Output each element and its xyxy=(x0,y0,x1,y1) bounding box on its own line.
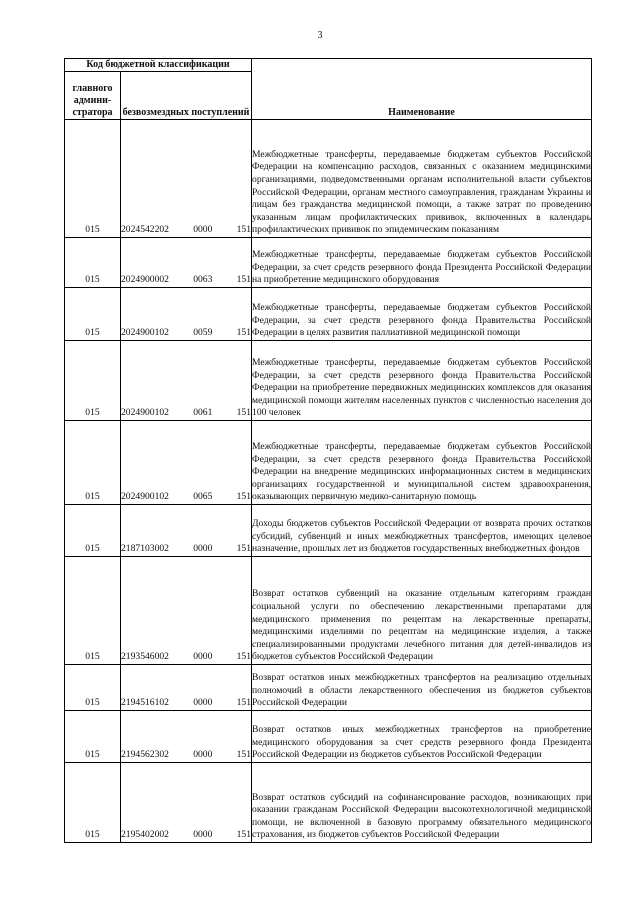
name-text: Возврат остатков субсидий на софинансирование расходов, возникающих при оказании гражданам Российской Федерации высокотехнологичной медицинской помощи, не включенной в базовую программу обязательного медицинского страхования, из бюджетов субъектов Российской Федерации xyxy=(252,791,592,841)
admin-code-cell: 015 xyxy=(65,341,121,421)
name-text: Межбюджетные трансферты, передаваемые бюджетам субъектов Российской Федерации, за счет средств резервного фонда Правительства Российской Федерации на приобретение передвижных медицинских комплексов для оказания медицинской помощи жителям населенных пунктов с численностью населения до 100 человек xyxy=(252,357,592,419)
code-kosgu: 151 xyxy=(236,829,252,841)
revenue-code-cell xyxy=(121,288,252,341)
name-text: Межбюджетные трансферты, передаваемые бюджетам субъектов Российской Федерации, за счет средств резервного фонда Правительства Российской Федерации в целях развития паллиативной медицинской помощи xyxy=(252,302,592,339)
code-main: 2194562302 xyxy=(121,749,169,761)
revenue-code-cell xyxy=(121,238,252,288)
code-sub: 0000 xyxy=(193,829,213,841)
name-text: Возврат остатков субвенций на оказание отдельным категориям граждан социальной услуги по обеспечению лекарственными препаратами для медицинского применения по рецептам на лекарственные препараты, медицинскими изделиями по рецептам на медицинские изделия, а также специализированными продуктами лечебного питания для детей-инвалидов из бюджетов субъектов Российской Федерации xyxy=(252,588,592,663)
code-kosgu: 151 xyxy=(236,407,252,419)
name-text: Доходы бюджетов субъектов Российской Федерации от возврата прочих остатков субсидий, субвенций и иных межбюджетных трансфертов, имеющих целевое назначение, прошлых лет из бюджетов государственных внебюджетных фондов xyxy=(252,518,592,555)
header-name: Наименование xyxy=(252,59,592,120)
code-main: 2024542202 xyxy=(121,224,169,236)
admin-code-cell: 015 xyxy=(65,557,121,665)
admin-code-cell: 015 xyxy=(65,505,121,557)
name-cell xyxy=(252,341,592,421)
code-kosgu: 151 xyxy=(236,749,252,761)
name-cell xyxy=(252,557,592,665)
table-row xyxy=(65,711,592,763)
code-kosgu: 151 xyxy=(236,697,252,709)
code-main: 2194516102 xyxy=(121,697,169,709)
code-main: 2024900102 xyxy=(121,407,169,419)
code-sub: 0000 xyxy=(193,543,213,555)
code-sub: 0000 xyxy=(193,697,213,709)
revenue-code-cell xyxy=(121,711,252,763)
code-kosgu: 151 xyxy=(236,274,252,286)
code-sub: 0065 xyxy=(193,491,213,503)
name-cell xyxy=(252,711,592,763)
admin-code-cell: 015 xyxy=(65,288,121,341)
code-main: 2195402002 xyxy=(121,829,169,841)
header-code: безвозмездных поступлений xyxy=(121,72,252,120)
admin-code-cell: 015 xyxy=(65,238,121,288)
name-cell xyxy=(252,238,592,288)
header-classification-group: Код бюджетной классификации xyxy=(65,59,252,72)
code-kosgu: 151 xyxy=(236,491,252,503)
name-cell xyxy=(252,421,592,505)
table-row xyxy=(65,288,592,341)
name-text: Межбюджетные трансферты, передаваемые бюджетам субъектов Российской Федерации на компенсацию расходов, связанных с оказанием медицинскими организациями, подведомственными органам исполнительной власти субъектов Российской Федерации, органам местного самоуправления, гражданам Украины и лицам без гражданства медицинской помощи, а также затрат по проведению указанным лицам профилактических прививок, включенных в календарь профилактических прививок по эпидемическим показаниям xyxy=(252,148,592,236)
name-text: Возврат остатков иных межбюджетных трансфертов на реализацию отдельных полномочий в области лекарственного обеспечения из бюджетов субъектов Российской Федерации xyxy=(252,672,592,709)
revenue-code-cell xyxy=(121,557,252,665)
name-text: Возврат остатков иных межбюджетных трансфертов на приобретение медицинского оборудования за счет средств резервного фонда Президента Российской Федерации из бюджетов субъектов Российской Федерации xyxy=(252,724,592,761)
code-kosgu: 151 xyxy=(236,224,252,236)
table-row xyxy=(65,238,592,288)
admin-code-cell: 015 xyxy=(65,711,121,763)
revenue-code-cell xyxy=(121,505,252,557)
name-cell xyxy=(252,763,592,843)
table-row xyxy=(65,120,592,238)
revenue-code-cell xyxy=(121,120,252,238)
code-main: 2024900102 xyxy=(121,491,169,503)
table-row xyxy=(65,665,592,711)
revenue-code-cell xyxy=(121,341,252,421)
code-kosgu: 151 xyxy=(236,651,252,663)
name-cell xyxy=(252,288,592,341)
code-sub: 0063 xyxy=(193,274,213,286)
code-main: 2024900102 xyxy=(121,327,169,339)
code-main: 2187103002 xyxy=(121,543,169,555)
header-admin: главного админи-стратора xyxy=(65,72,121,120)
table-row xyxy=(65,505,592,557)
revenue-code-cell xyxy=(121,665,252,711)
admin-code-cell: 015 xyxy=(65,665,121,711)
name-text: Межбюджетные трансферты, передаваемые бюджетам субъектов Российской Федерации, за счет средств резервного фонда Президента Российской Федерации на приобретение медицинского оборудования xyxy=(252,249,592,286)
code-kosgu: 151 xyxy=(236,543,252,555)
table-row xyxy=(65,557,592,665)
table-row xyxy=(65,763,592,843)
name-cell xyxy=(252,665,592,711)
code-kosgu: 151 xyxy=(236,327,252,339)
code-sub: 0000 xyxy=(193,749,213,761)
code-sub: 0061 xyxy=(193,407,213,419)
code-sub: 0000 xyxy=(193,651,213,663)
code-main: 2193546002 xyxy=(121,651,169,663)
table-body xyxy=(65,120,592,843)
admin-code-cell: 015 xyxy=(65,120,121,238)
code-sub: 0059 xyxy=(193,327,213,339)
budget-classification-table xyxy=(64,58,592,843)
code-sub: 0000 xyxy=(193,224,213,236)
code-main: 2024900002 xyxy=(121,274,169,286)
admin-code-cell: 015 xyxy=(65,421,121,505)
admin-code-cell: 015 xyxy=(65,763,121,843)
revenue-code-cell xyxy=(121,763,252,843)
name-text: Межбюджетные трансферты, передаваемые бюджетам субъектов Российской Федерации, за счет средств резервного фонда Правительства Российской Федерации на внедрение медицинских информационных систем в медицинских организациях государственной и муниципальной систем здравоохранения, оказывающих первичную медико-санитарную помощь xyxy=(252,441,592,503)
table-row xyxy=(65,341,592,421)
name-cell xyxy=(252,505,592,557)
table-row xyxy=(65,421,592,505)
revenue-code-cell xyxy=(121,421,252,505)
name-cell xyxy=(252,120,592,238)
page-number: 3 xyxy=(317,30,323,41)
